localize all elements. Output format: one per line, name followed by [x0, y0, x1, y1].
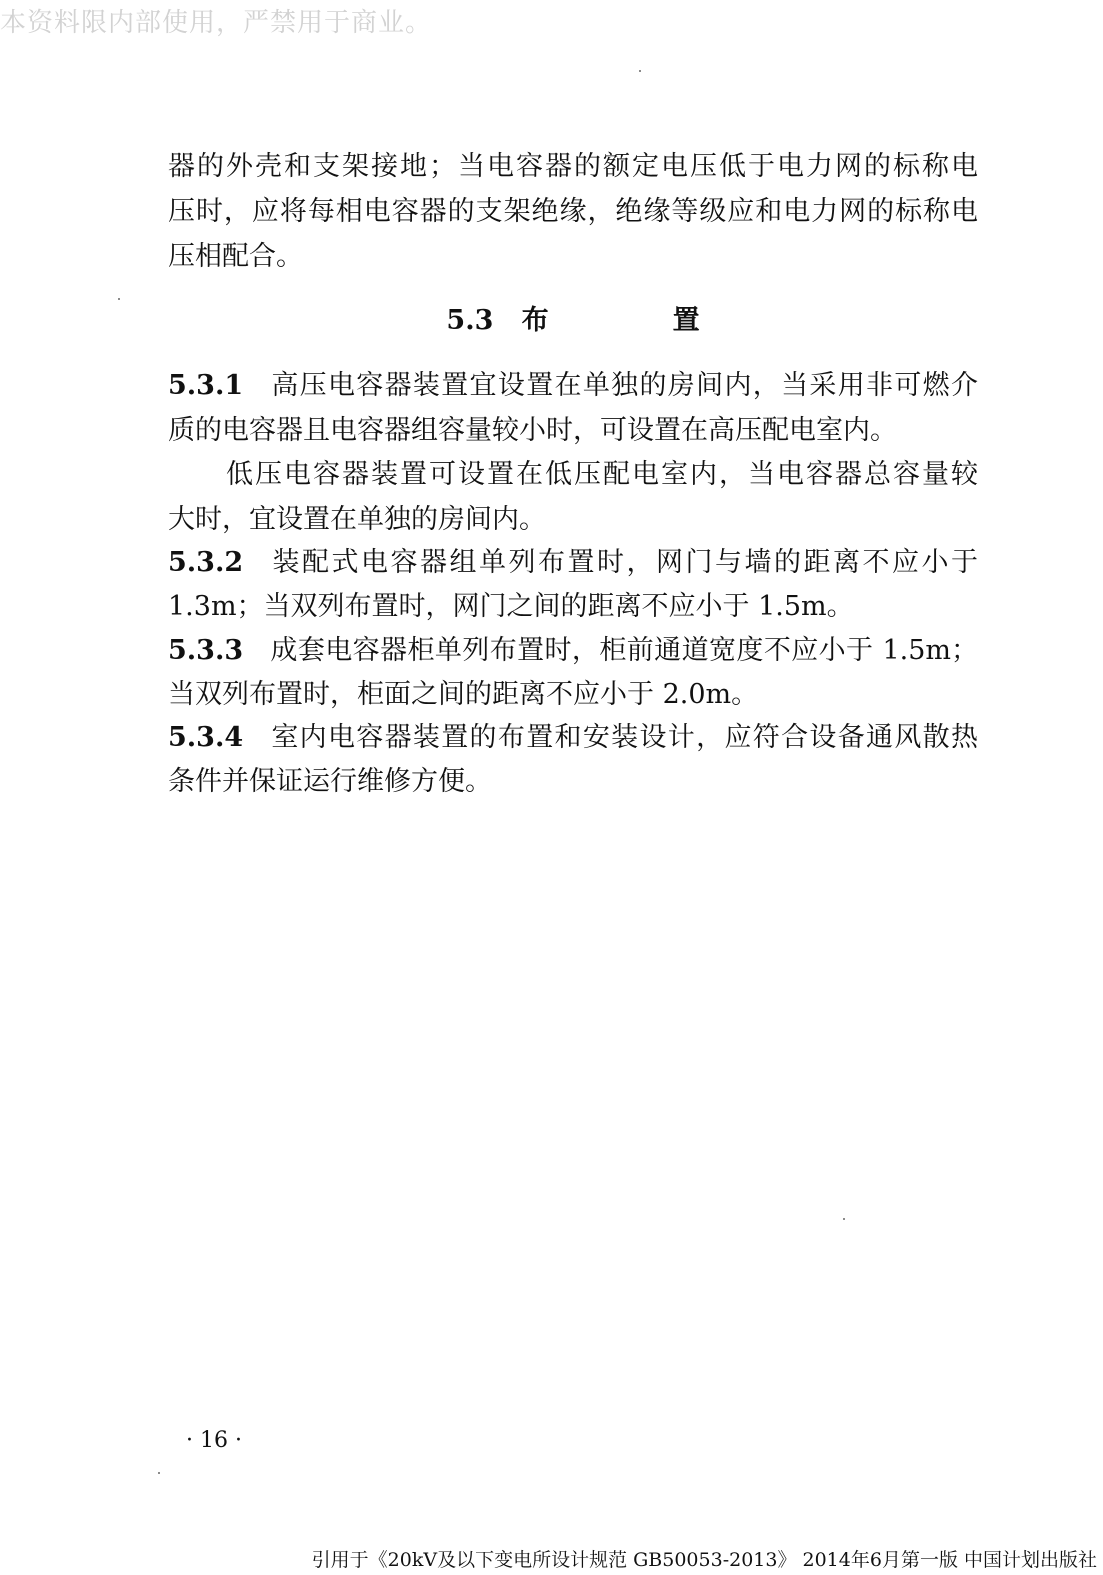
- intro-line-1: 器的外壳和支架接地；当电容器的额定电压低于电力网的标称电: [168, 151, 978, 182]
- clause-text: 装配式电容器组单列布置时，网门与墙的距离不应小于: [270, 547, 978, 578]
- clause-text: 高压电容器装置宜设置在单独的房间内，当采用非可燃介: [270, 370, 978, 401]
- intro-line-3: 压相配合。: [168, 241, 303, 272]
- clause-5-3-3: [168, 633, 978, 669]
- citation-footer: 引用于《20kV及以下变电所设计规范 GB50053-2013》 2014年6月第一版 中国计划出版社: [311, 1549, 1097, 1571]
- clause-5-3-3-line-2: 当双列布置时，柜面之间的距离不应小于 2.0m。: [168, 679, 759, 710]
- intro-line-2: 压时，应将每相电容器的支架绝缘，绝缘等级应和电力网的标称电: [168, 196, 978, 227]
- clause-5-3-1-line-2: 质的电容器且电容器组容量较小时，可设置在高压配电室内。: [168, 415, 897, 446]
- clause-5-3-4-line-2: 条件并保证运行维修方便。: [168, 766, 492, 797]
- clause-text: 成套电容器柜单列布置时，柜前通道宽度不应小于 1.5m；: [270, 635, 978, 666]
- scan-speck: [639, 70, 641, 72]
- section-title: 布 置: [521, 305, 700, 336]
- clause-number: 5.3.3: [168, 635, 244, 666]
- scan-speck: [843, 1218, 845, 1220]
- clause-text: 室内电容器装置的布置和安装设计，应符合设备通风散热: [270, 722, 978, 753]
- section-number: 5.3: [446, 305, 494, 336]
- section-heading: [168, 303, 978, 339]
- scan-speck: [158, 1472, 160, 1474]
- clause-number: 5.3.2: [168, 547, 244, 578]
- clause-5-3-2: [168, 545, 978, 581]
- watermark-text: 本资料限内部使用，严禁用于商业。: [0, 8, 433, 38]
- clause-number: 5.3.4: [168, 722, 244, 753]
- clause-5-3-1: [168, 368, 978, 404]
- clause-number: 5.3.1: [168, 370, 244, 401]
- clause-5-3-2-line-2: 1.3m；当双列布置时，网门之间的距离不应小于 1.5m。: [168, 591, 854, 622]
- scan-speck: [118, 298, 120, 300]
- clause-5-3-4: [168, 720, 978, 756]
- clause-5-3-1-para2-line-2: 大时，宜设置在单独的房间内。: [168, 504, 546, 535]
- page-number: · 16 ·: [186, 1428, 242, 1453]
- clause-5-3-1-para2-line-1: 低压电容器装置可设置在低压配电室内，当电容器总容量较: [226, 459, 978, 490]
